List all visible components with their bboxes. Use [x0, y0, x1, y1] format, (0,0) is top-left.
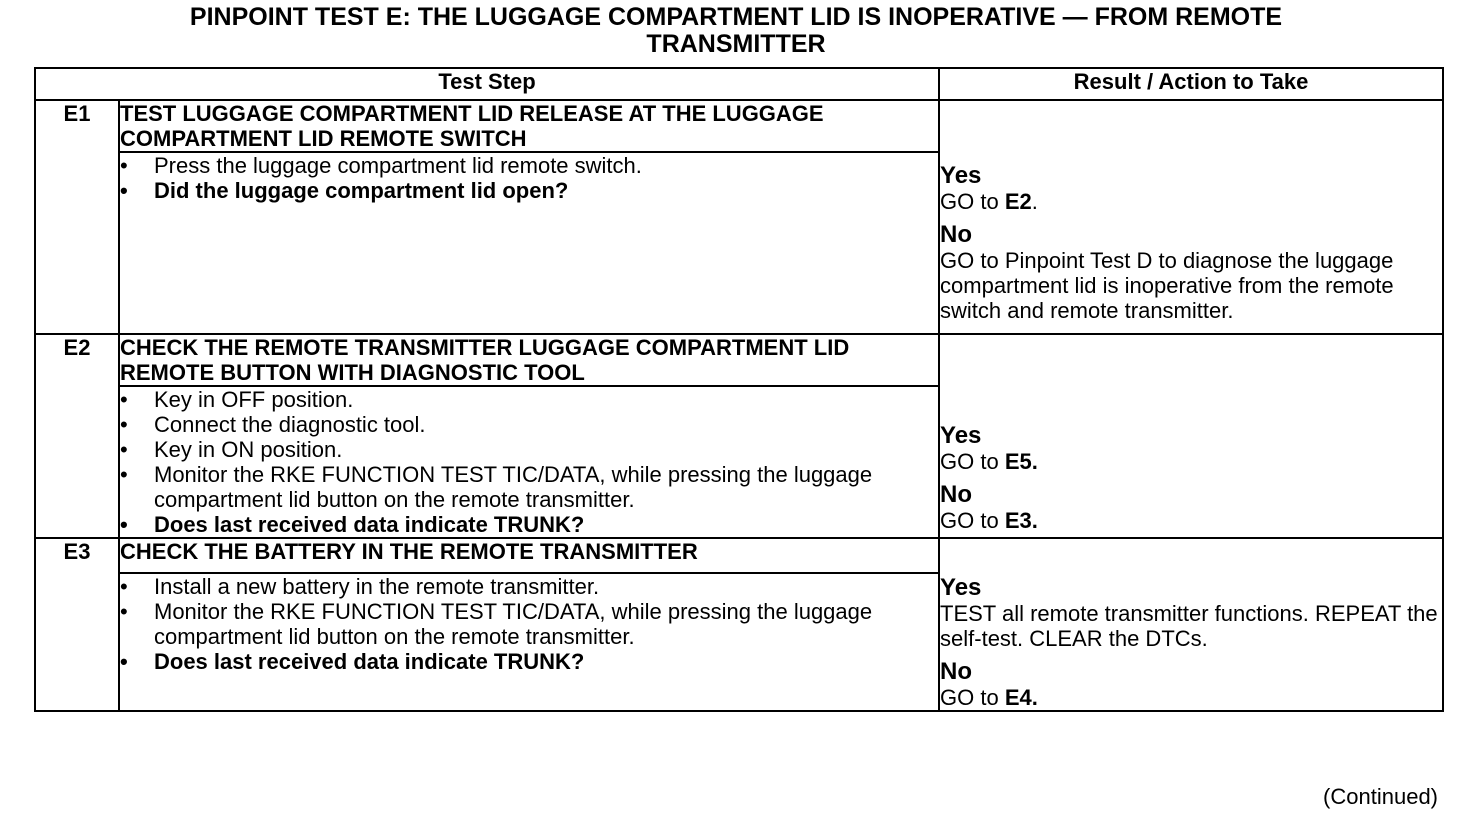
yes-prefix: GO to	[940, 449, 1005, 474]
step-e2-title-row	[35, 334, 1443, 386]
no-label: No	[940, 221, 973, 248]
bullet-item: • Key in OFF position.	[120, 387, 938, 412]
bullet-item: • Press the luggage compartment lid remote switch.	[120, 153, 938, 178]
no-step-ref: E4.	[1004, 685, 1038, 710]
step-e1-body	[119, 152, 939, 334]
no-prefix: GO to	[940, 508, 1005, 533]
title-line-2: TRANSMITTER	[646, 30, 826, 58]
bullet-item: • Install a new battery in the remote transmitter.	[120, 574, 938, 599]
step-e1-yes	[940, 163, 1442, 214]
no-prefix: GO to	[940, 685, 1005, 710]
step-e2-result	[939, 334, 1443, 538]
question-item: • Does last received data indicate TRUNK?	[120, 649, 938, 674]
continued-note: (Continued)	[1323, 784, 1438, 809]
step-e2-title: CHECK THE REMOTE TRANSMITTER LUGGAGE COMPARTMENT LID REMOTE BUTTON WITH DIAGNOSTIC TOOL	[119, 334, 939, 386]
step-e2-no	[940, 482, 1442, 533]
yes-prefix: GO to	[940, 189, 1005, 214]
page-title	[60, 4, 1412, 58]
step-e1-title-row	[35, 100, 1443, 152]
question-item: • Does last received data indicate TRUNK?	[120, 512, 938, 537]
bullet-item: • Monitor the RKE FUNCTION TEST TIC/DATA, while pressing the luggage compartment lid button on the remote transmitter.	[120, 462, 938, 512]
yes-suffix: .	[1031, 189, 1038, 214]
step-e3-no	[940, 659, 1442, 710]
bullet-item: • Key in ON position.	[120, 437, 938, 462]
step-e3-result	[939, 538, 1443, 711]
step-e1-bullets	[120, 153, 938, 203]
step-e1-no	[940, 222, 1442, 323]
step-e3-bullets	[120, 574, 938, 674]
pinpoint-test-table	[34, 67, 1444, 712]
table-header-row	[35, 68, 1443, 100]
yes-text: TEST all remote transmitter functions. REPEAT the self-test. CLEAR the DTCs.	[940, 601, 1438, 651]
no-step-ref: E3.	[1004, 508, 1038, 533]
step-e1-id: E1	[35, 100, 119, 334]
yes-label: Yes	[940, 422, 982, 449]
yes-label: Yes	[940, 574, 982, 601]
yes-step-ref: E5.	[1004, 449, 1038, 474]
step-e2-body	[119, 386, 939, 538]
step-e2-bullets	[120, 387, 938, 537]
yes-label: Yes	[940, 162, 982, 189]
step-e3-yes	[940, 575, 1442, 651]
bullet-item: • Monitor the RKE FUNCTION TEST TIC/DATA, while pressing the luggage compartment lid button on the remote transmitter.	[120, 599, 938, 649]
step-e3-id: E3	[35, 538, 119, 711]
yes-step-ref: E2	[1004, 189, 1032, 214]
step-e2-yes	[940, 423, 1442, 474]
step-e3-body	[119, 573, 939, 711]
header-test-step: Test Step	[35, 68, 939, 100]
no-text: GO to Pinpoint Test D to diagnose the luggage compartment lid is inoperative from the remote switch and remote transmitter.	[940, 248, 1394, 323]
header-result-action: Result / Action to Take	[939, 68, 1443, 100]
bullet-item: • Connect the diagnostic tool.	[120, 412, 938, 437]
no-label: No	[940, 481, 973, 508]
step-e1-result	[939, 100, 1443, 334]
title-line-1: PINPOINT TEST E: THE LUGGAGE COMPARTMENT LID IS INOPERATIVE — FROM REMOTE	[189, 3, 1283, 31]
step-e3-title: CHECK THE BATTERY IN THE REMOTE TRANSMITTER	[119, 538, 939, 573]
question-item: • Did the luggage compartment lid open?	[120, 178, 938, 203]
step-e2-id: E2	[35, 334, 119, 538]
no-label: No	[940, 658, 973, 685]
step-e1-title: TEST LUGGAGE COMPARTMENT LID RELEASE AT THE LUGGAGE COMPARTMENT LID REMOTE SWITCH	[119, 100, 939, 152]
step-e3-title-row	[35, 538, 1443, 573]
